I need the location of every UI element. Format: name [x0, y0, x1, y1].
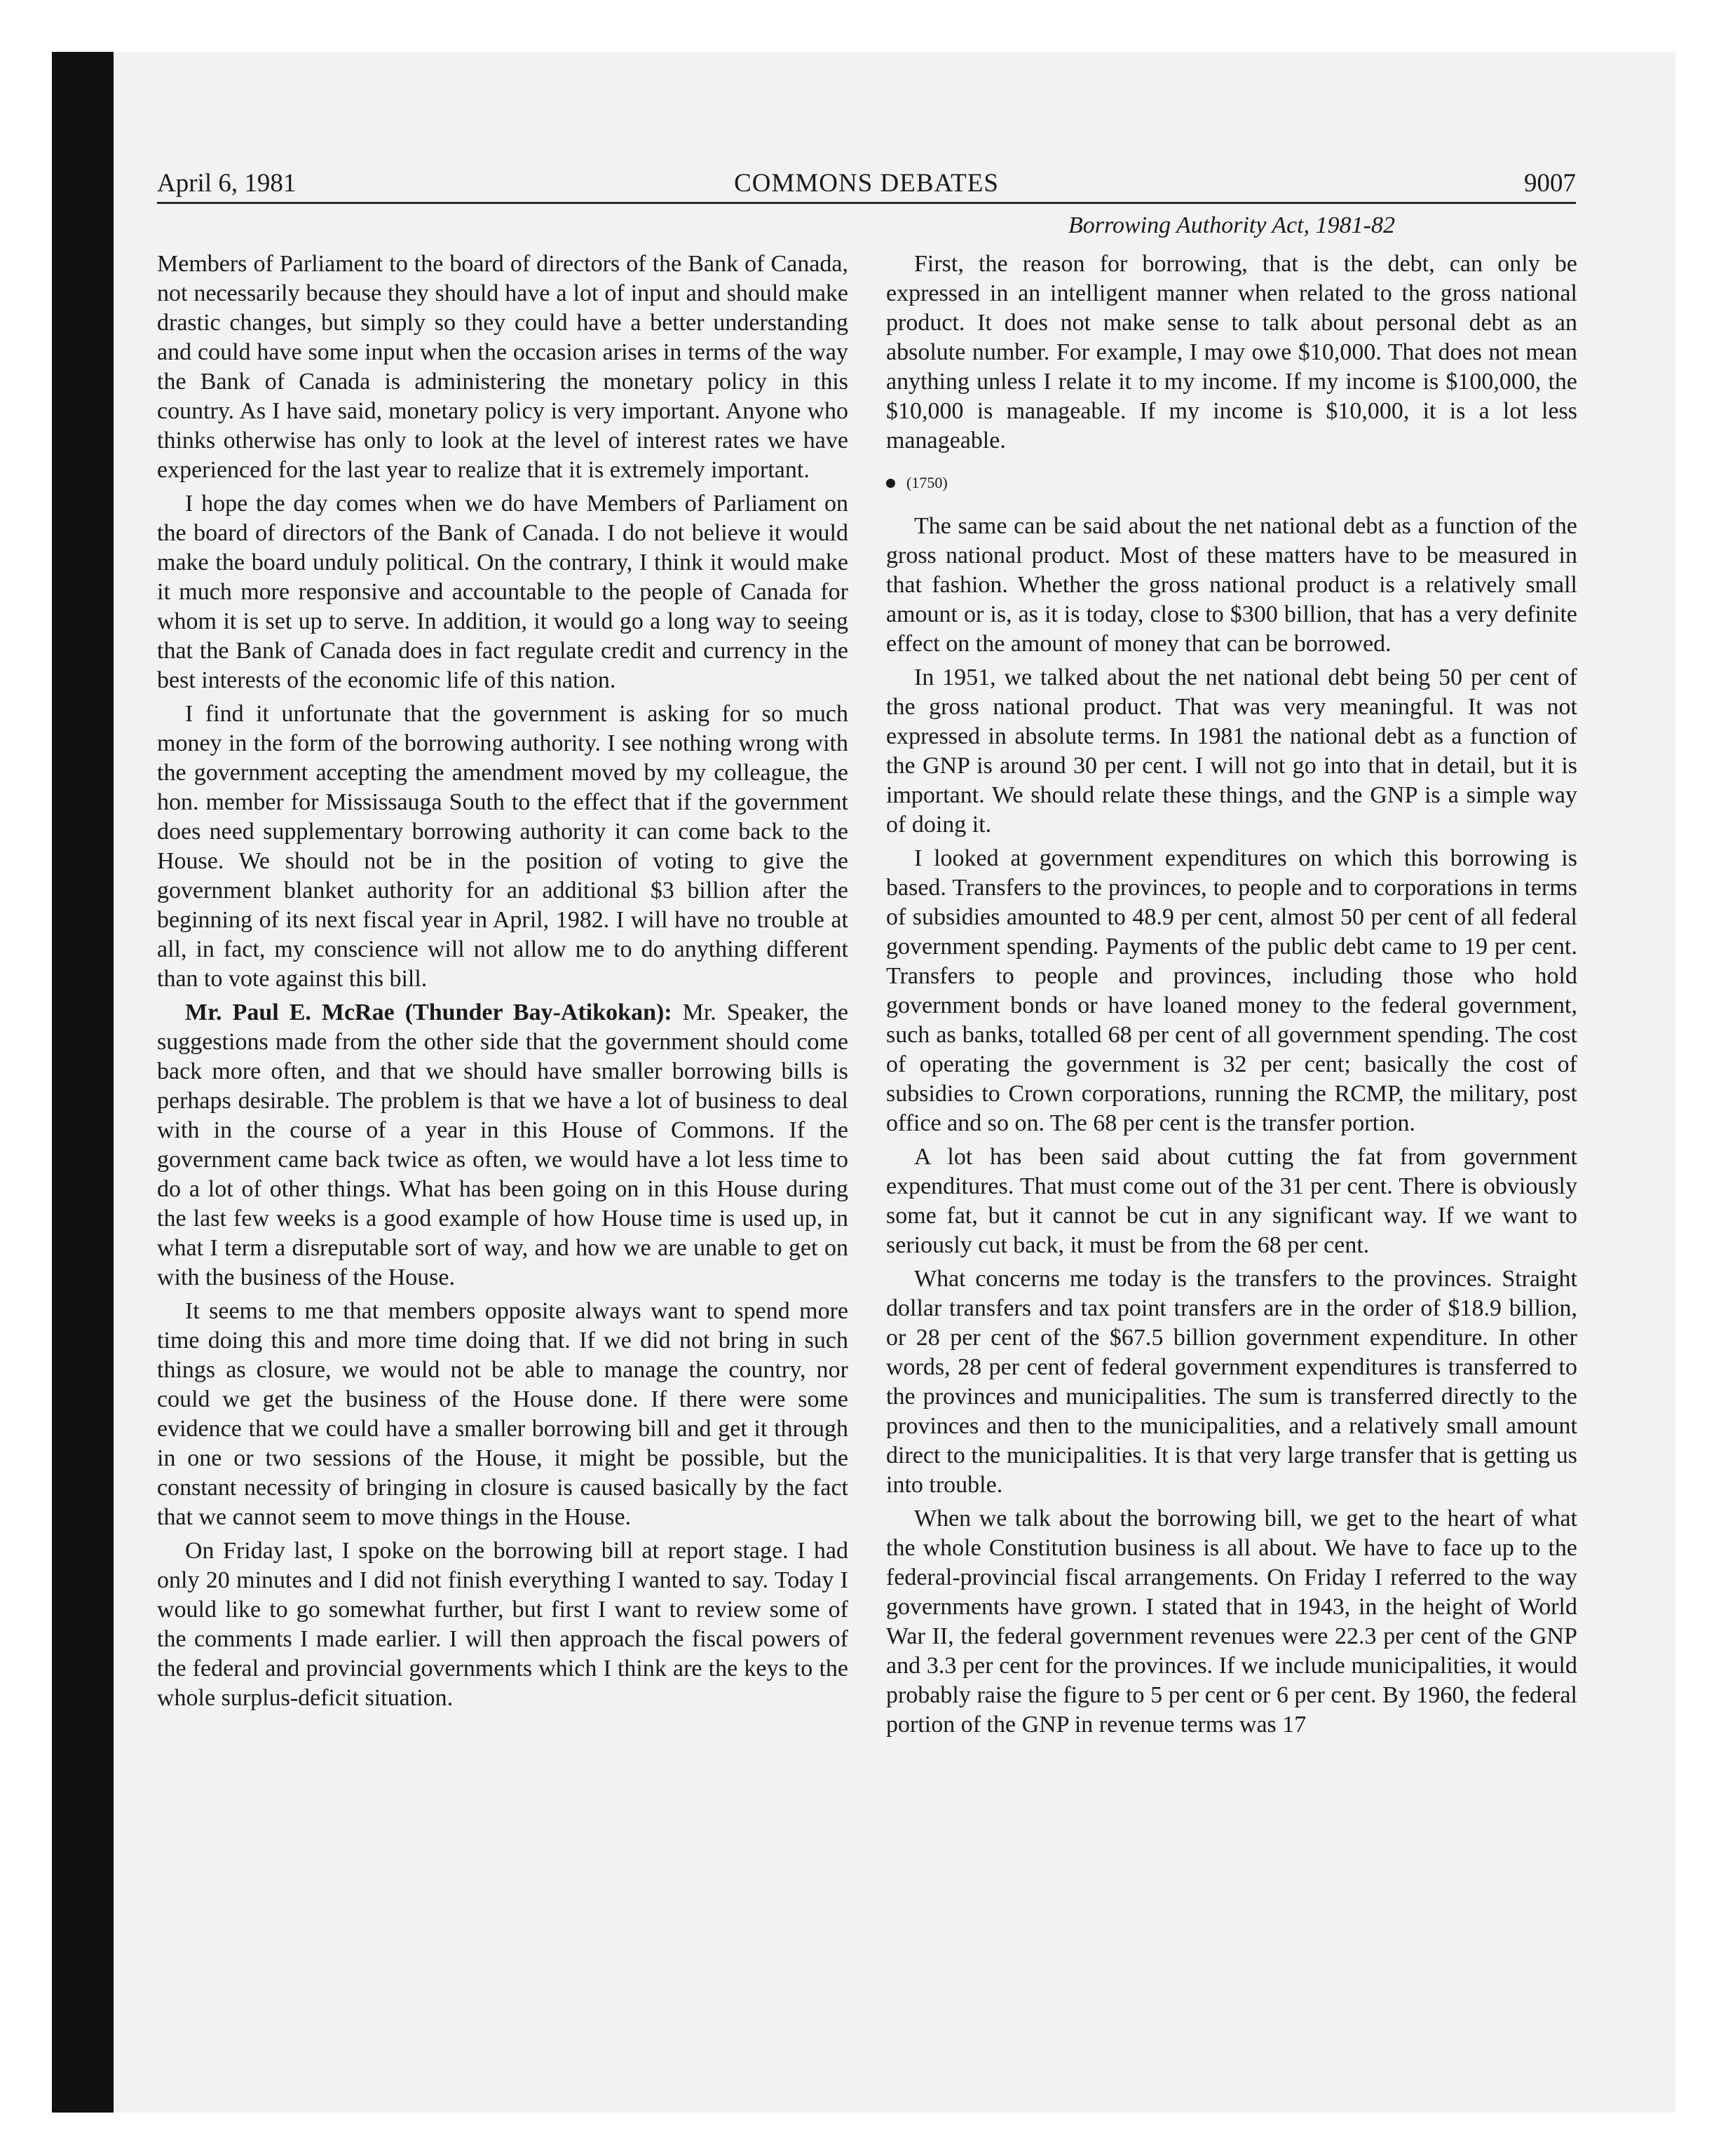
paragraph: On Friday last, I spoke on the borrowing bill at report stage. I had only 20 minutes and I did not finish everything I wanted to say. Today I would like to go somewhat further, but first I want to review some of the comments I made earlier. I will then approach the fiscal powers of the federal and provincial governments which I think are the keys to the whole surplus-deficit situation.	[157, 1538, 848, 1711]
right-column	[886, 250, 1577, 1744]
time-marker	[886, 472, 1577, 493]
paragraph: What concerns me today is the transfers to the provinces. Straight dollar transfers and tax point transfers are in the order of $18.9 billion, or 28 per cent of the $67.5 billion government expenditure. In other words, 28 per cent of federal government expenditures is transferred to the provinces and municipalities. The sum is transferred directly to the provinces and then to the municipalities, and a relatively small amount direct to the municipalities. It is that very large transfer that is getting us into trouble.	[886, 1266, 1577, 1498]
running-head: Borrowing Authority Act, 1981-82	[1068, 212, 1395, 238]
left-column	[157, 250, 848, 1717]
speech-text: Mr. Speaker, the suggestions made from the other side that the government should come back more often, and that we should have smaller borrowing bills is perhaps desirable. The problem is that we have a lot of business to deal with in the course of a year in this House of Commons. If the government came back twice as often, we would have a lot less time to do a lot of other things. What has been going on in this House during the last few weeks is a good example of how House time is used up, in what I term a disreputable sort of way, and how we are unable to get on with the business of the House.	[157, 999, 848, 1290]
bullet-icon	[886, 479, 895, 488]
speech-paragraph	[157, 998, 848, 1292]
paragraph: Members of Parliament to the board of directors of the Bank of Canada, not necessarily because they should have a lot of input and should make drastic changes, but simply so they could have a better understanding and could have some input when the occasion arises in terms of the way the Bank of Canada is administering the monetary policy in this country. As I have said, monetary policy is very important. Anyone who thinks otherwise has only to look at the level of interest rates we have experienced for the last year to realize that it is extremely important.	[157, 251, 848, 483]
paragraph: First, the reason for borrowing, that is the debt, can only be expressed in an intelligent manner when related to the gross national product. It does not make sense to talk about personal debt as an absolute number. For example, I may owe $10,000. That does not mean anything unless I relate it to my income. If my income is $100,000, the $10,000 is manageable. If my income is $10,000, it is a lot less manageable.	[886, 251, 1577, 453]
header-page-number: 9007	[1524, 169, 1576, 198]
paragraph: It seems to me that members opposite always want to spend more time doing this and more time doing that. If we did not bring in such things as closure, we would not be able to manage the country, nor could we get the business of the House done. If there were some evidence that we could have a smaller borrowing bill and get it through in one or two sessions of the House, it might be possible, but the constant necessity of bringing in closure is caused basically by the fact that we cannot seem to move things in the House.	[157, 1298, 848, 1530]
paragraph: In 1951, we talked about the net national debt being 50 per cent of the gross national product. That was very meaningful. It was not expressed in absolute terms. In 1981 the national debt as a function of the GNP is around 30 per cent. I will not go into that in detail, but it is important. We should relate these things, and the GNP is a simple way of doing it.	[886, 664, 1577, 838]
paragraph: A lot has been said about cutting the fat from government expenditures. That must come out of the 31 per cent. There is obviously some fat, but it cannot be cut in any significant way. If we want to seriously cut back, it must be from the 68 per cent.	[886, 1144, 1577, 1258]
page-header	[157, 165, 1576, 204]
time-marker-label: (1750)	[906, 474, 948, 491]
paragraph: When we talk about the borrowing bill, we get to the heart of what the whole Constitution business is all about. We have to face up to the federal-provincial fiscal arrangements. On Friday I referred to the way governments have grown. I stated that in 1943, in the height of World War II, the federal government revenues were 22.3 per cent of the GNP and 3.3 per cent for the provinces. If we include municipalities, it would probably raise the figure to 5 per cent or 6 per cent. By 1960, the federal portion of the GNP in revenue terms was 17	[886, 1506, 1577, 1738]
paragraph: I hope the day comes when we do have Members of Parliament on the board of directors of the Bank of Canada. I do not believe it would make the board unduly political. On the contrary, I think it would make it much more responsive and accountable to the people of Canada for whom it is set up to serve. In addition, it would go a long way to seeing that the Bank of Canada does in fact regulate credit and currency in the best interests of the economic life of this nation.	[157, 491, 848, 693]
paragraph: I find it unfortunate that the government is asking for so much money in the form of the borrowing authority. I see nothing wrong with the government accepting the amendment moved by my colleague, the hon. member for Mississauga South to the effect that if the government does need supplementary borrowing authority it can come back to the House. We should not be in the position of voting to give the government blanket authority for an additional $3 billion after the beginning of its next fiscal year in April, 1982. I will have no trouble at all, in fact, my conscience will not allow me to do anything different than to vote against this bill.	[157, 701, 848, 992]
paragraph: The same can be said about the net national debt as a function of the gross national product. Most of these matters have to be measured in that fashion. Whether the gross national product is a relatively small amount or is, as it is today, close to $300 billion, that has a very definite effect on the amount of money that can be borrowed.	[886, 513, 1577, 657]
header-title: COMMONS DEBATES	[734, 169, 999, 198]
scan-binding-edge	[52, 52, 114, 2113]
speaker-name: Mr. Paul E. McRae (Thunder Bay-Atikokan):	[185, 999, 672, 1025]
paragraph: I looked at government expenditures on which this borrowing is based. Transfers to the provinces, to people and to corporations in terms of subsidies amounted to 48.9 per cent, almost 50 per cent of all federal government spending. Payments of the public debt came to 19 per cent. Transfers to people and provinces, including those who hold government bonds or have loaned money to the federal government, such as banks, totalled 68 per cent of all government spending. The cost of operating the government is 32 per cent; basically the cost of subsidies to Crown corporations, running the RCMP, the military, post office and so on. The 68 per cent is the transfer portion.	[886, 845, 1577, 1136]
header-date: April 6, 1981	[157, 169, 297, 198]
